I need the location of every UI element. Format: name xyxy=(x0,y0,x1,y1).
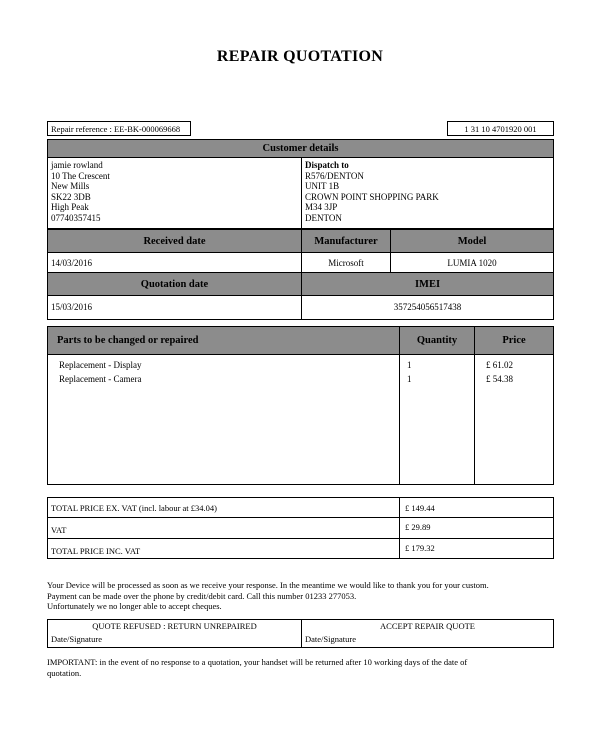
part-price: £ 54.38 xyxy=(486,374,513,384)
accept-quote-box[interactable] xyxy=(301,619,554,648)
important-line: quotation. xyxy=(47,668,82,678)
dispatch-label: Dispatch to xyxy=(305,160,349,170)
dispatch-line: R576/DENTON xyxy=(305,170,364,181)
total-inc-vat-label: TOTAL PRICE INC. VAT xyxy=(47,538,400,559)
quote-refused-label: QUOTE REFUSED : RETURN UNREPAIRED xyxy=(92,621,257,631)
page-title: REPAIR QUOTATION xyxy=(216,48,384,65)
part-name: Replacement - Display xyxy=(59,360,142,370)
part-quantity: 1 xyxy=(407,360,412,370)
received-date-header: Received date xyxy=(47,229,302,253)
manufacturer-header: Manufacturer xyxy=(301,229,391,253)
model-header: Model xyxy=(390,229,554,253)
customer-address xyxy=(47,157,302,229)
quantity-header: Quantity xyxy=(399,326,475,355)
customer-phone: 07740357415 xyxy=(51,212,101,223)
dispatch-address xyxy=(301,157,554,229)
dispatch-line: DENTON xyxy=(305,212,342,223)
repair-reference: Repair reference : EE-BK-000069668 xyxy=(47,121,191,136)
notice-line: Your Device will be processed as soon as we receive your response. In the meantime we would like to thank you for your custom. xyxy=(47,580,489,590)
vat-value: £ 29.89 xyxy=(399,517,554,539)
vat-label: VAT xyxy=(47,517,400,539)
total-ex-vat-value: £ 149.44 xyxy=(399,497,554,518)
customer-address-line: 10 The Crescent xyxy=(51,170,110,181)
quotation-date-header: Quotation date xyxy=(47,272,302,296)
total-inc-vat-value: £ 179.32 xyxy=(399,538,554,559)
imei-value: 357254056517438 xyxy=(301,295,554,320)
parts-header: Parts to be changed or repaired xyxy=(47,326,400,355)
part-price: £ 61.02 xyxy=(486,360,513,370)
received-date-value: 14/03/2016 xyxy=(47,252,302,273)
part-name: Replacement - Camera xyxy=(59,374,142,384)
customer-name: jamie rowland xyxy=(51,160,103,170)
quote-refused-box[interactable] xyxy=(47,619,302,648)
manufacturer-value: Microsoft xyxy=(301,252,391,273)
ref-number: 1 31 10 4701920 001 xyxy=(447,121,554,136)
date-signature-label: Date/Signature xyxy=(305,634,356,644)
price-header: Price xyxy=(474,326,554,355)
processing-notice xyxy=(47,580,555,612)
model-value: LUMIA 1020 xyxy=(390,252,554,273)
dispatch-line: CROWN POINT SHOPPING PARK xyxy=(305,191,439,202)
total-ex-vat-label: TOTAL PRICE EX. VAT (incl. labour at £34.04) xyxy=(47,497,400,518)
part-quantity: 1 xyxy=(407,374,412,384)
important-line: IMPORTANT: in the event of no response to a quotation, your handset will be returned after 10 working days of the date of xyxy=(47,657,468,667)
important-notice xyxy=(47,657,555,679)
customer-details-header: Customer details xyxy=(47,139,554,158)
customer-address-line: SK22 3DB xyxy=(51,191,91,202)
customer-address-line: High Peak xyxy=(51,202,89,212)
imei-header: IMEI xyxy=(301,272,554,296)
notice-line: Unfortunately we no longer able to accept cheques. xyxy=(47,601,222,611)
date-signature-label: Date/Signature xyxy=(51,634,102,644)
quotation-date-value: 15/03/2016 xyxy=(47,295,302,320)
dispatch-line: UNIT 1B xyxy=(305,181,340,191)
dispatch-line: M34 3JP xyxy=(305,202,338,212)
customer-address-line: New Mills xyxy=(51,181,90,191)
accept-quote-label: ACCEPT REPAIR QUOTE xyxy=(380,621,475,631)
notice-line: Payment can be made over the phone by credit/debit card. Call this number 01233 277053. xyxy=(47,590,357,601)
